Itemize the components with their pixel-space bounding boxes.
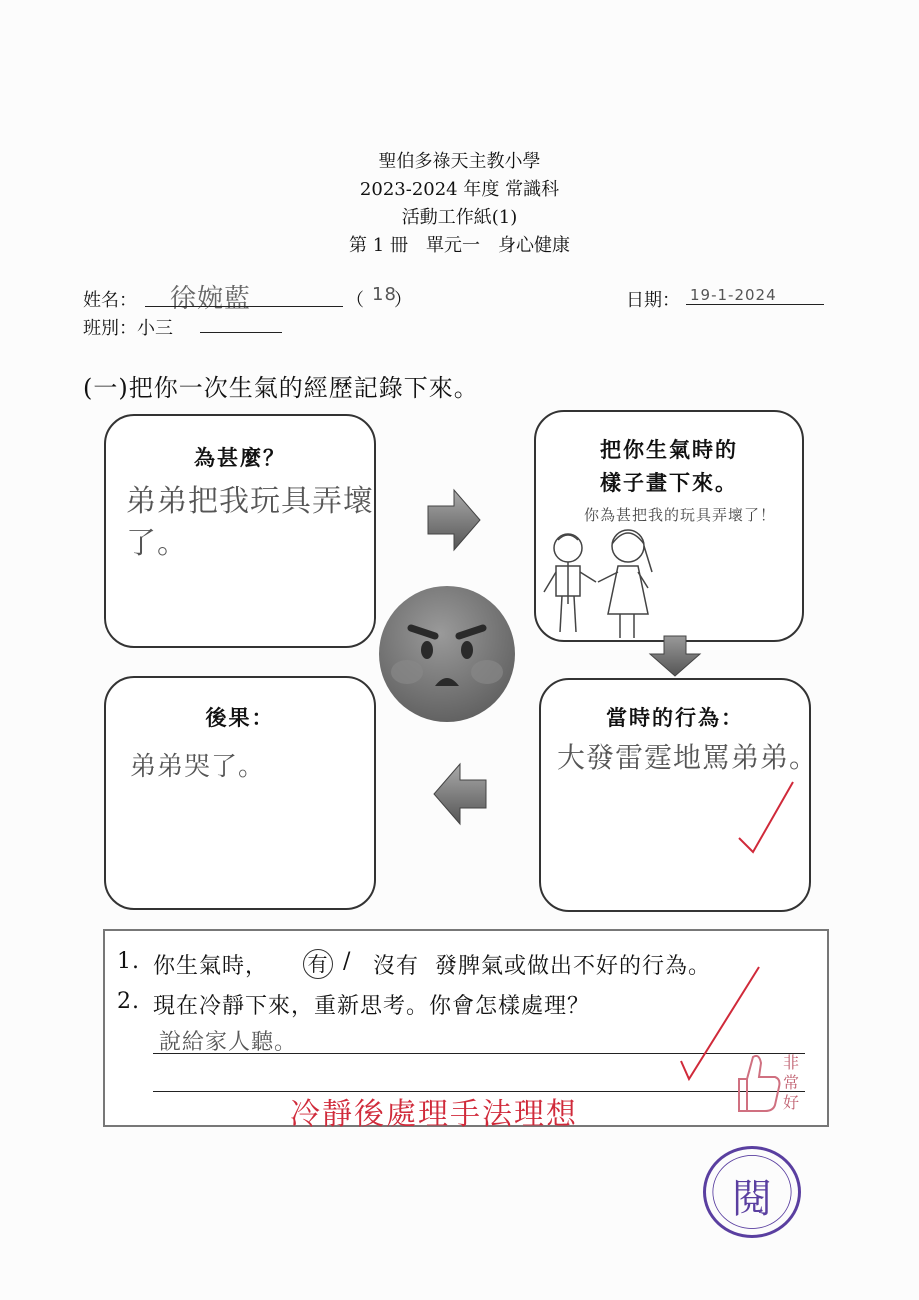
arrow-down-icon [648,634,702,678]
drawing-two-children [536,522,802,640]
why-box [104,414,376,648]
why-answer-line1: 弟弟把我玩具弄壞 [126,484,374,519]
school-name: 聖伯多祿天主教小學 [378,151,541,172]
worksheet-title: 活動工作紙(1) [401,207,518,228]
number-close: ） [394,290,412,311]
checkmark-icon [731,776,801,866]
number-open: （ [346,290,364,311]
teacher-comment: 冷靜後處理手法理想 [290,1097,578,1132]
why-answer-line2: 了。 [126,526,188,561]
class-line [200,332,282,333]
stamp-text: 閱 [732,1176,772,1222]
thumbs-up-icon [725,1049,785,1115]
behavior-box [539,678,819,912]
q1-suffix: 發脾氣或做出不好的行為。 [435,954,712,979]
why-title: 為甚麼？ [194,445,286,470]
section1-title: (一)把你一次生氣的經歷記錄下來。 [83,374,479,402]
number-value: 18 [372,284,397,305]
behavior-title: 當時的行為： [606,705,744,730]
reflection-box [103,929,829,1132]
date-line [686,304,824,305]
arrow-left-icon [432,762,488,826]
unit-title: 第 1 冊 單元一 身心健康 [349,235,570,256]
consequence-title: 後果： [205,705,275,730]
consequence-box [104,676,376,910]
q1-number: 1. [117,949,140,974]
q1-option-yes: 有 [303,949,333,979]
read-stamp [703,1146,801,1238]
q2-answer: 說給家人聽。 [159,1030,298,1055]
q1-separator: / [343,949,352,974]
class-label: 班別：小三 [83,318,173,339]
consequence-answer: 弟弟哭了。 [130,752,266,782]
date-value: 19-1-2024 [690,286,777,304]
draw-title-line1: 把你生氣時的 [600,437,738,462]
sticker-text: 非常好 [783,1053,800,1112]
name-value: 徐婉藍 [170,284,252,314]
angry-face-icon [377,584,517,724]
q1-option-no: 沒有 [373,954,420,979]
date-label: 日期： [626,290,680,311]
draw-box [534,410,804,642]
name-line [145,306,343,307]
drawing-speech: 你為甚把我的玩具弄壞了！ [584,506,777,524]
name-label: 姓名： [83,290,137,311]
year-subject: 2023-2024 年度 常識科 [359,179,560,200]
behavior-answer: 大發雷霆地罵弟弟。 [557,741,819,774]
draw-title-line2: 樣子畫下來。 [600,470,738,495]
q1-prefix: 你生氣時， [153,954,269,979]
q2-text: 現在冷靜下來，重新思考。你會怎樣處理？ [153,994,591,1019]
q2-number: 2. [117,989,140,1014]
arrow-right-icon [426,488,482,552]
